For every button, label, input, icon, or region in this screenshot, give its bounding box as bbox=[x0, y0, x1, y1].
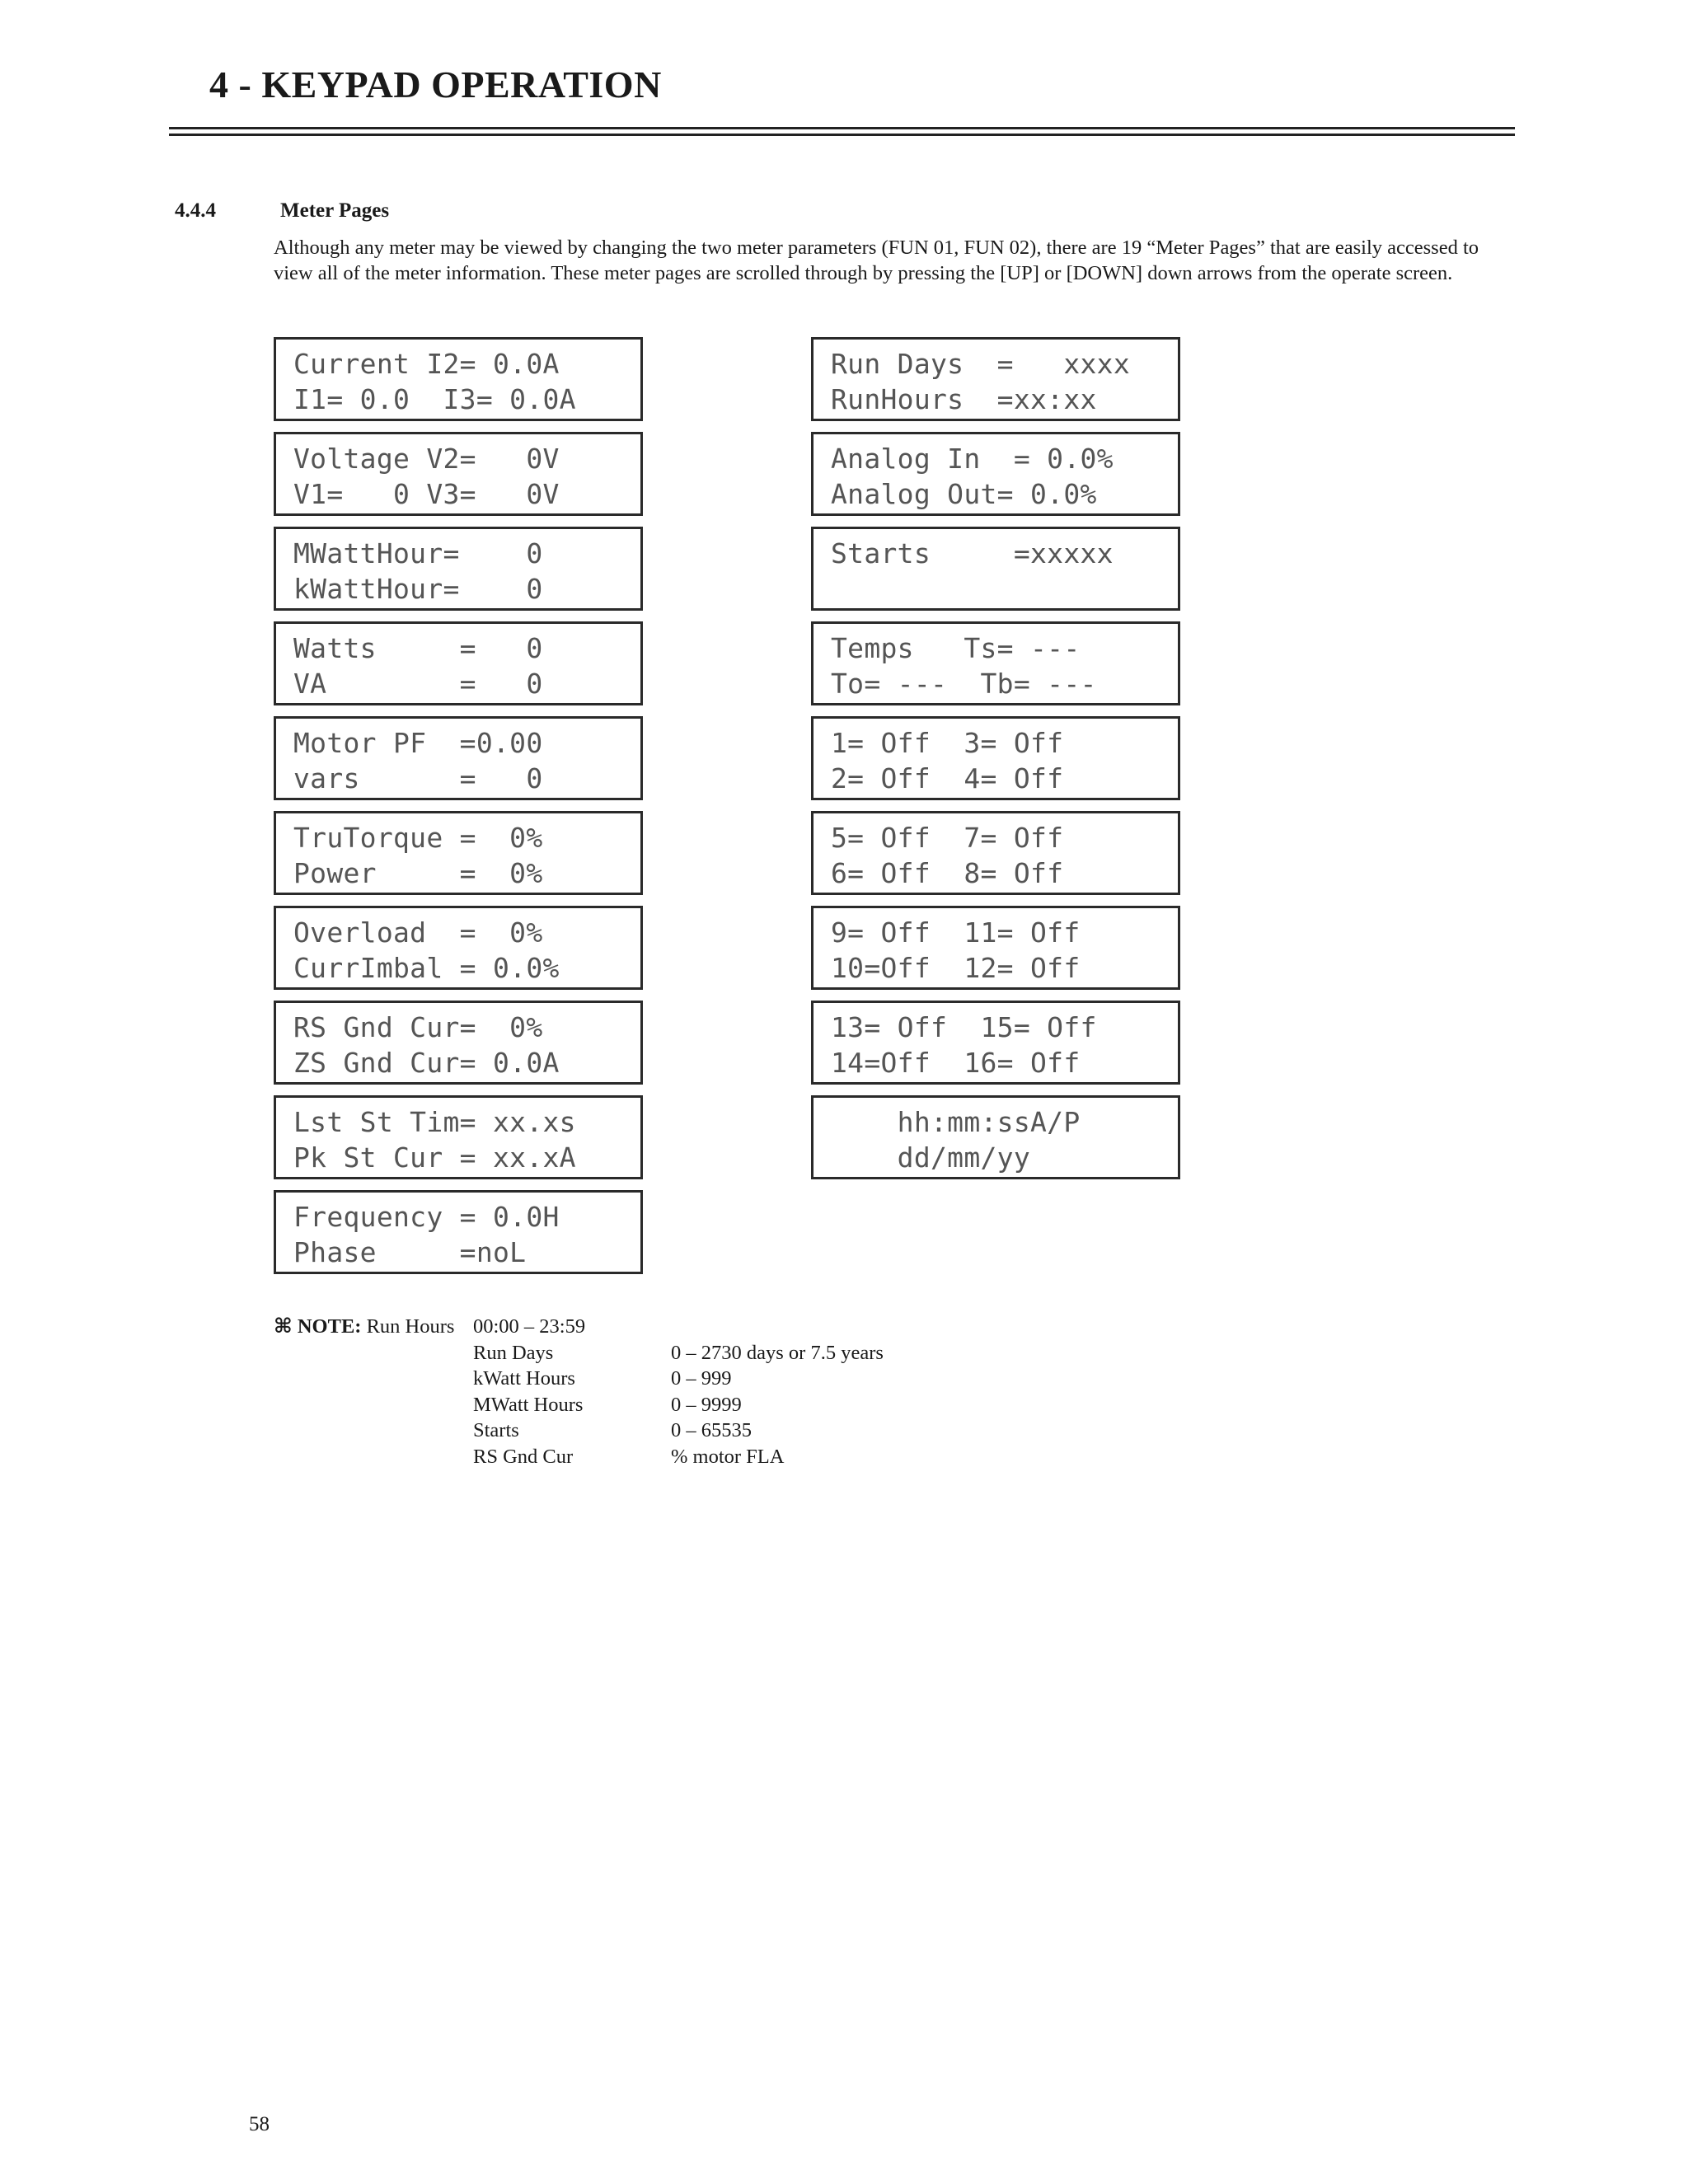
note-row-label: Run Hours bbox=[366, 1315, 455, 1338]
meter-page-clock bbox=[811, 1095, 1180, 1179]
lcd-line: Voltage V2= 0V bbox=[293, 443, 560, 475]
lcd-line: TruTorque = 0% bbox=[293, 822, 543, 854]
lcd-line: Analog Out= 0.0% bbox=[831, 478, 1097, 510]
lcd-line: vars = 0 bbox=[293, 762, 543, 794]
note-row-value: 0 – 65535 bbox=[671, 1419, 752, 1441]
meter-page-io-13-16 bbox=[811, 1001, 1180, 1085]
lcd-line: RunHours =xx:xx bbox=[831, 383, 1097, 415]
lcd-line: 1= Off 3= Off bbox=[831, 727, 1064, 759]
note-row-label: MWatt Hours bbox=[473, 1393, 584, 1416]
note-lead bbox=[274, 1314, 454, 1340]
meter-page-ground-current bbox=[274, 1001, 643, 1085]
lcd-line: Power = 0% bbox=[293, 857, 543, 889]
lcd-line: 9= Off 11= Off bbox=[831, 916, 1081, 949]
lcd-line: 14=Off 16= Off bbox=[831, 1047, 1081, 1079]
lcd-line: Overload = 0% bbox=[293, 916, 543, 949]
lcd-line bbox=[831, 571, 1178, 607]
lcd-line: Current I2= 0.0A bbox=[293, 348, 560, 380]
meter-page-voltage bbox=[274, 432, 643, 516]
lcd-line: MWattHour= 0 bbox=[293, 537, 543, 569]
lcd-line: hh:mm:ssA/P bbox=[831, 1106, 1081, 1138]
meter-page-current bbox=[274, 337, 643, 421]
lcd-line: kWattHour= 0 bbox=[293, 573, 543, 605]
meter-page-frequency bbox=[274, 1190, 643, 1274]
lcd-line: Analog In = 0.0% bbox=[831, 443, 1114, 475]
section-number: 4.4.4 bbox=[175, 199, 216, 222]
meter-page-watts bbox=[274, 621, 643, 705]
lcd-line: 10=Off 12= Off bbox=[831, 952, 1081, 984]
lcd-line: 5= Off 7= Off bbox=[831, 822, 1064, 854]
lcd-line: 13= Off 15= Off bbox=[831, 1011, 1097, 1043]
lcd-line: ZS Gnd Cur= 0.0A bbox=[293, 1047, 560, 1079]
lcd-line: CurrImbal = 0.0% bbox=[293, 952, 560, 984]
lcd-line: 6= Off 8= Off bbox=[831, 857, 1064, 889]
meter-page-torque bbox=[274, 811, 643, 895]
meter-page-watt-hours bbox=[274, 527, 643, 611]
lcd-line: Lst St Tim= xx.xs bbox=[293, 1106, 576, 1138]
chapter-title: 4 - KEYPAD OPERATION bbox=[209, 63, 662, 105]
note-row-label: Starts bbox=[473, 1419, 519, 1441]
lcd-line: 2= Off 4= Off bbox=[831, 762, 1064, 794]
note-row-value: % motor FLA bbox=[671, 1445, 785, 1468]
note-row-value: 0 – 999 bbox=[671, 1367, 732, 1390]
meter-page-power-factor bbox=[274, 716, 643, 800]
lcd-line: dd/mm/yy bbox=[831, 1141, 1031, 1174]
command-key-icon: ⌘ bbox=[274, 1315, 293, 1338]
note-row-label: Run Days bbox=[473, 1341, 554, 1364]
meter-page-starts bbox=[811, 527, 1180, 611]
header-rule-bottom bbox=[169, 134, 1515, 136]
note-row-value: 0 – 2730 days or 7.5 years bbox=[671, 1341, 884, 1364]
lcd-line: Motor PF =0.00 bbox=[293, 727, 543, 759]
section-intro: Although any meter may be viewed by changing the two meter parameters (FUN 01, FUN 02), there are 19 “Meter Pages” that are easily accessed to view all of the meter information. These meter pages are scrolled through by pressing the [UP] or [DOWN] down arrows from the operate screen. bbox=[274, 237, 1479, 284]
lcd-line: Temps Ts= --- bbox=[831, 632, 1081, 664]
meter-page-io-5-8 bbox=[811, 811, 1180, 895]
page-number: 58 bbox=[249, 2113, 270, 2135]
meter-page-overload bbox=[274, 906, 643, 990]
note-label: NOTE: bbox=[297, 1315, 362, 1338]
section-title: Meter Pages bbox=[280, 199, 390, 222]
note-row-label: RS Gnd Cur bbox=[473, 1445, 574, 1468]
note-row-value: 0 – 9999 bbox=[671, 1393, 742, 1416]
meter-page-io-9-12 bbox=[811, 906, 1180, 990]
lcd-line: Frequency = 0.0H bbox=[293, 1201, 560, 1233]
meter-page-run-time bbox=[811, 337, 1180, 421]
lcd-line: To= --- Tb= --- bbox=[831, 668, 1097, 700]
meter-page-io-1-4 bbox=[811, 716, 1180, 800]
lcd-line: RS Gnd Cur= 0% bbox=[293, 1011, 543, 1043]
lcd-line: Run Days = xxxx bbox=[831, 348, 1131, 380]
meter-page-analog bbox=[811, 432, 1180, 516]
lcd-line: Watts = 0 bbox=[293, 632, 543, 664]
meter-page-temps bbox=[811, 621, 1180, 705]
header-rule-top bbox=[169, 127, 1515, 129]
lcd-line: Pk St Cur = xx.xA bbox=[293, 1141, 576, 1174]
note-row-value: 00:00 – 23:59 bbox=[473, 1315, 586, 1338]
meter-page-start-stats bbox=[274, 1095, 643, 1179]
lcd-line: VA = 0 bbox=[293, 668, 543, 700]
lcd-line: V1= 0 V3= 0V bbox=[293, 478, 560, 510]
lcd-line: I1= 0.0 I3= 0.0A bbox=[293, 383, 576, 415]
lcd-line: Starts =xxxxx bbox=[831, 537, 1114, 569]
lcd-line: Phase =noL bbox=[293, 1236, 527, 1268]
note-row-label: kWatt Hours bbox=[473, 1367, 575, 1390]
